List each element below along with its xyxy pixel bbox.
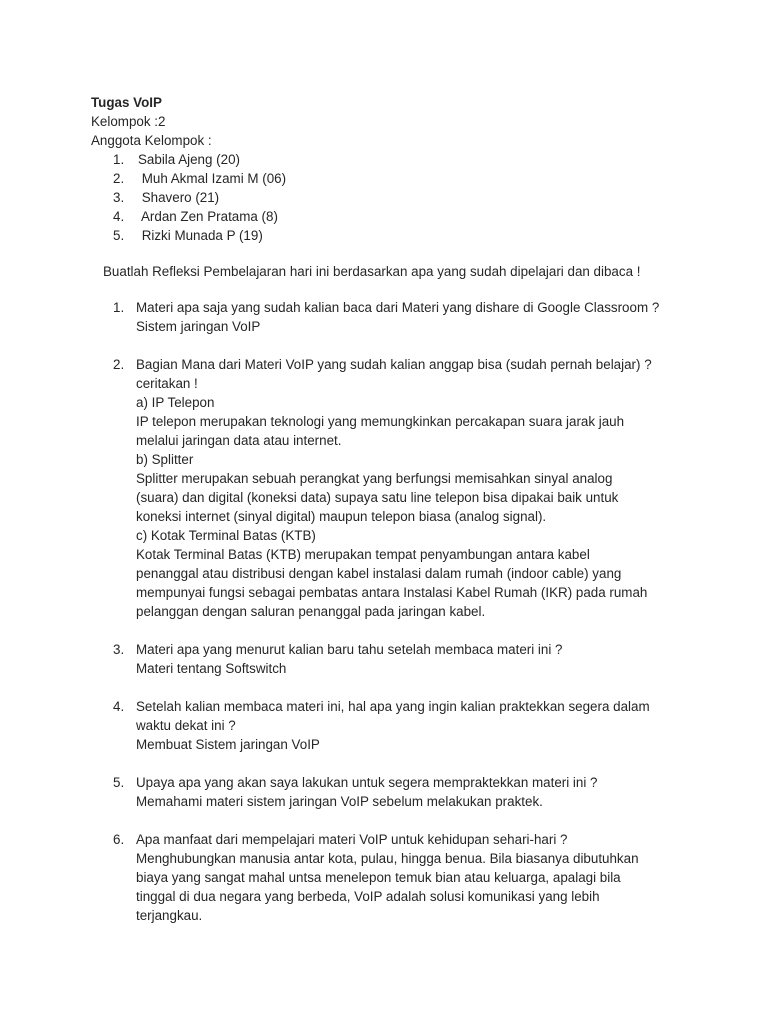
member-item xyxy=(113,150,711,169)
member-list xyxy=(113,150,711,245)
member-item xyxy=(113,226,711,245)
question-number: 6. xyxy=(113,832,125,847)
answer-text: mempunyai fungsi sebagai pembatas antara Instalasi Kabel Rumah (IKR) pada rumah xyxy=(136,585,648,600)
question-item xyxy=(113,640,693,678)
subheading-ip-telepon: a) IP Telepon xyxy=(136,395,215,410)
document-title: Tugas VoIP xyxy=(91,95,162,110)
question-item xyxy=(113,298,693,336)
member-name: Muh Akmal Izami M (06) xyxy=(138,171,287,186)
question-number: 1. xyxy=(113,300,125,315)
member-number: 4. xyxy=(113,209,125,224)
member-item xyxy=(113,207,711,226)
member-name: Shavero (21) xyxy=(138,190,220,205)
answer-text: melalui jaringan data atau internet. xyxy=(136,433,342,448)
question-text: Materi apa saja yang sudah kalian baca dari Materi yang dishare di Google Classroom ? xyxy=(136,300,660,315)
member-number: 3. xyxy=(113,190,125,205)
answer-text: Splitter merupakan sebuah perangkat yang berfungsi memisahkan sinyal analog xyxy=(136,471,613,486)
question-number: 2. xyxy=(113,357,125,372)
question-item xyxy=(113,697,693,754)
question-text: ceritakan ! xyxy=(136,376,198,391)
question-text: Bagian Mana dari Materi VoIP yang sudah kalian anggap bisa (sudah pernah belajar) ? xyxy=(136,357,652,372)
member-number: 5. xyxy=(113,228,125,243)
answer-text: Memahami materi sistem jaringan VoIP sebelum melakukan praktek. xyxy=(136,794,543,809)
members-label: Anggota Kelompok : xyxy=(91,133,212,148)
member-name: Rizki Munada P (19) xyxy=(138,228,263,243)
member-number: 1. xyxy=(113,152,125,167)
member-item xyxy=(113,188,711,207)
answer-text: (suara) dan digital (koneksi data) supaya satu line telepon bisa dipakai baik untuk xyxy=(136,490,619,505)
question-text: Upaya apa yang akan saya lakukan untuk segera mempraktekkan materi ini ? xyxy=(136,775,598,790)
question-item xyxy=(113,355,693,621)
member-number: 2. xyxy=(113,171,125,186)
answer-text: IP telepon merupakan teknologi yang memungkinkan percakapan suara jarak jauh xyxy=(136,414,625,429)
member-item xyxy=(113,169,711,188)
answer-text: Materi tentang Softswitch xyxy=(136,661,287,676)
member-name: Ardan Zen Pratama (8) xyxy=(138,209,278,224)
instruction-text: Buatlah Refleksi Pembelajaran hari ini berdasarkan apa yang sudah dipelajari dan dibaca ! xyxy=(103,264,641,279)
question-text: waktu dekat ini ? xyxy=(136,718,236,733)
answer-text: Membuat Sistem jaringan VoIP xyxy=(136,737,320,752)
question-item xyxy=(113,773,693,811)
answer-text: pelanggan dengan saluran penanggal pada jaringan kabel. xyxy=(136,604,486,619)
answer-text: Sistem jaringan VoIP xyxy=(136,319,261,334)
question-item xyxy=(113,830,693,925)
group-number: Kelompok :2 xyxy=(91,114,166,129)
question-number: 4. xyxy=(113,699,125,714)
question-list xyxy=(113,298,693,944)
answer-text: biaya yang sangat mahal untsa menelepon temuk bian atau keluarga, apalagi bila xyxy=(136,870,621,885)
question-text: Setelah kalian membaca materi ini, hal apa yang ingin kalian praktekkan segera dalam xyxy=(136,699,650,714)
question-text: Materi apa yang menurut kalian baru tahu setelah membaca materi ini ? xyxy=(136,642,563,657)
answer-text: terjangkau. xyxy=(136,908,203,923)
answer-text: Kotak Terminal Batas (KTB) merupakan tempat penyambungan antara kabel xyxy=(136,547,590,562)
document-header xyxy=(91,93,711,245)
question-number: 5. xyxy=(113,775,125,790)
question-number: 3. xyxy=(113,642,125,657)
answer-text: koneksi internet (sinyal digital) maupun telepon biasa (analog signal). xyxy=(136,509,547,524)
answer-text: Menghubungkan manusia antar kota, pulau, hingga benua. Bila biasanya dibutuhkan xyxy=(136,851,639,866)
subheading-ktb: c) Kotak Terminal Batas (KTB) xyxy=(136,528,316,543)
member-name: Sabila Ajeng (20) xyxy=(138,152,240,167)
answer-text: penanggal atau distribusi dengan kabel instalasi dalam rumah (indoor cable) yang xyxy=(136,566,622,581)
answer-text: tinggal di dua negara yang berbeda, VoIP adalah solusi komunikasi yang lebih xyxy=(136,889,600,904)
question-text: Apa manfaat dari mempelajari materi VoIP untuk kehidupan sehari-hari ? xyxy=(136,832,568,847)
subheading-splitter: b) Splitter xyxy=(136,452,194,467)
